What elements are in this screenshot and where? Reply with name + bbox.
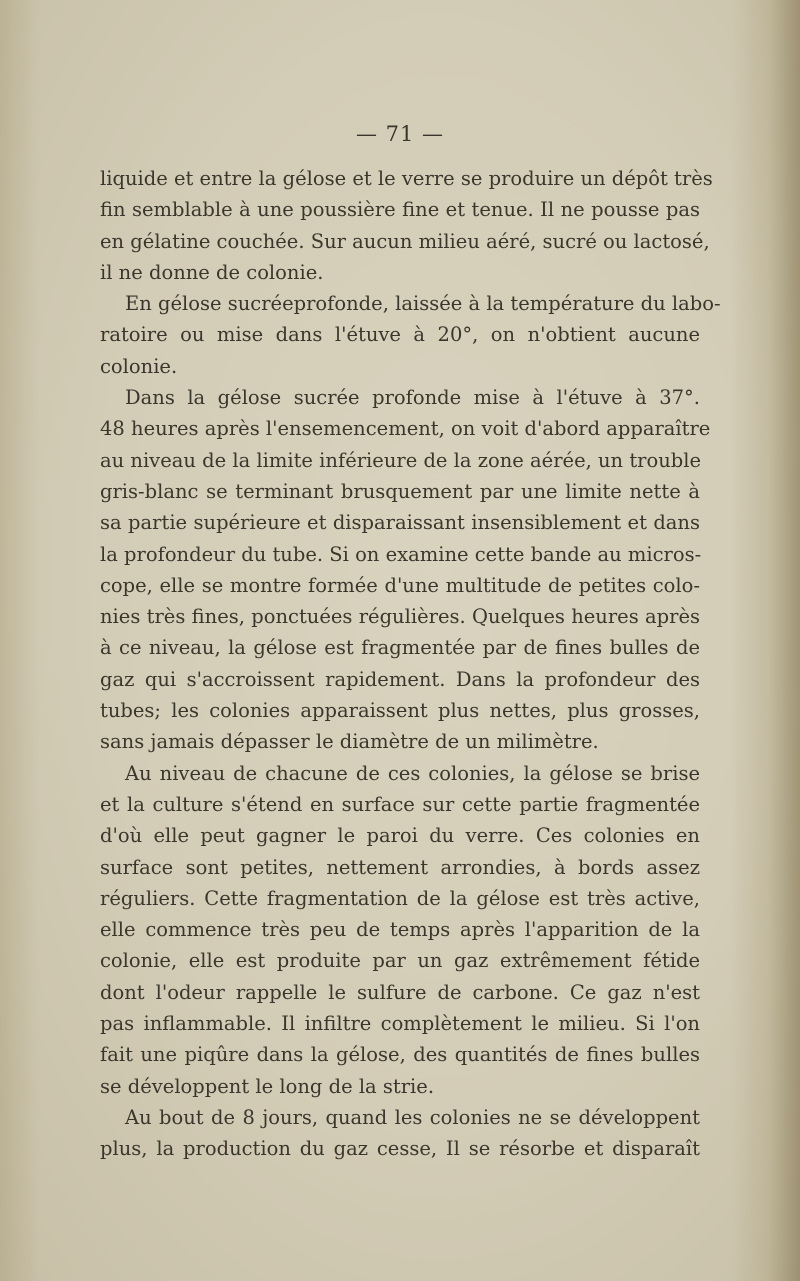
text-line: dont l'odeur rappelle le sulfure de carbone. Ce gaz n'est xyxy=(100,980,700,1004)
text-line: au niveau de la limite inférieure de la zone aérée, un trouble xyxy=(100,448,702,472)
text-line: tubes; les colonies apparaissent plus nettes, plus grosses, xyxy=(100,699,700,723)
text-line: ratoire ou mise dans l'étuve à 20°, on n'obtient aucune xyxy=(100,323,700,347)
body-text xyxy=(100,163,721,1165)
text-line: à ce niveau, la gélose est fragmentée par de fines bulles de xyxy=(100,636,700,660)
text-line: nies très fines, ponctuées régulières. Quelques heures après xyxy=(100,605,700,629)
text-line: pas inflammable. Il infiltre complètement le milieu. Si l'on xyxy=(100,1012,700,1036)
text-line: sa partie supérieure et disparaissant insensiblement et dans xyxy=(100,511,700,535)
text-line: en gélatine couchée. Sur aucun milieu aéré, sucré ou lactosé, xyxy=(100,229,710,253)
text-line: Dans la gélose sucrée profonde mise à l'étuve à 37°. xyxy=(125,386,700,410)
text-line: Au niveau de chacune de ces colonies, la gélose se brise xyxy=(125,761,700,785)
text-line: elle commence très peu de temps après l'apparition de la xyxy=(100,918,700,942)
text-line: 48 heures après l'ensemencement, on voit d'abord apparaître xyxy=(100,417,711,441)
page-left-shadow xyxy=(0,0,40,1281)
text-line: se développent le long de la strie. xyxy=(100,1074,435,1098)
text-line: fait une piqûre dans la gélose, des quantités de fines bulles xyxy=(100,1043,700,1067)
text-line: gris-blanc se terminant brusquement par une limite nette à xyxy=(100,479,700,503)
text-line: fin semblable à une poussière fine et tenue. Il ne pousse pas xyxy=(100,198,700,222)
text-line: Au bout de 8 jours, quand les colonies ne se développent xyxy=(125,1105,700,1129)
text-line: il ne donne de colonie. xyxy=(100,260,324,284)
text-line: et la culture s'étend en surface sur cette partie fragmentée xyxy=(100,792,700,816)
text-line: liquide et entre la gélose et le verre se produire un dépôt très xyxy=(100,167,713,190)
text-line: En gélose sucréeprofonde, laissée à la température du labo- xyxy=(125,292,721,316)
text-line: colonie. xyxy=(100,354,178,378)
page-right-stain xyxy=(730,0,800,1281)
text-line: gaz qui s'accroissent rapidement. Dans la profondeur des xyxy=(100,667,700,691)
text-line: cope, elle se montre formée d'une multitude de petites colo- xyxy=(100,573,700,597)
text-line: colonie, elle est produite par un gaz extrêmement fétide xyxy=(100,949,700,973)
text-line: d'où elle peut gagner le paroi du verre. Ces colonies en xyxy=(100,824,700,848)
text-line: plus, la production du gaz cesse, Il se résorbe et disparaît xyxy=(100,1137,700,1161)
text-line: la profondeur du tube. Si on examine cette bande au micros- xyxy=(100,542,702,566)
text-line: sans jamais dépasser le diamètre de un milimètre. xyxy=(100,730,599,754)
text-line: réguliers. Cette fragmentation de la gélose est très active, xyxy=(100,886,700,910)
page-number: — 71 — xyxy=(355,122,445,146)
text-line: surface sont petites, nettement arrondies, à bords assez xyxy=(100,855,700,879)
